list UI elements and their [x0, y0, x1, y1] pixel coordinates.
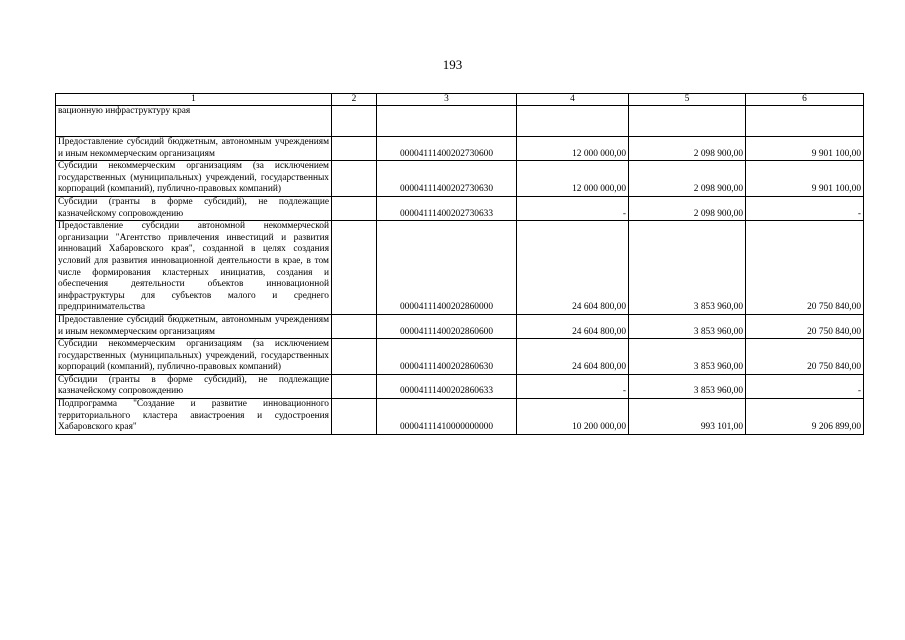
row-value-4: 24 604 800,00 [517, 339, 629, 375]
row-name: Подпрограмма "Создание и развитие инновационного территориального кластера авиастроения и судостроения Хабаровского края" [56, 399, 332, 435]
row-name: вационную инфраструктуру края [56, 106, 332, 137]
row-value-5: 2 098 900,00 [629, 137, 746, 161]
row-value-6: - [746, 196, 864, 220]
row-value-4: 24 604 800,00 [517, 314, 629, 338]
row-value-6: 20 750 840,00 [746, 339, 864, 375]
row-col2 [332, 137, 377, 161]
row-code [377, 106, 517, 137]
column-header: 3 [377, 94, 517, 106]
row-col2 [332, 196, 377, 220]
row-name: Субсидии (гранты в форме субсидий), не подлежащие казначейскому сопровождению [56, 196, 332, 220]
row-col2 [332, 339, 377, 375]
row-code: 00004111400202730600 [377, 137, 517, 161]
row-value-4: 24 604 800,00 [517, 221, 629, 315]
table-row [56, 374, 864, 398]
row-name: Предоставление субсидий бюджетным, автономным учреждениям и иным некоммерческим организациям [56, 314, 332, 338]
row-code: 00004111400202730633 [377, 196, 517, 220]
row-value-5: 3 853 960,00 [629, 339, 746, 375]
row-col2 [332, 314, 377, 338]
row-col2 [332, 106, 377, 137]
row-name: Предоставление субсидий бюджетным, автономным учреждениям и иным некоммерческим организациям [56, 137, 332, 161]
column-header: 1 [56, 94, 332, 106]
row-code: 00004111400202860630 [377, 339, 517, 375]
table-row [56, 106, 864, 137]
row-name: Предоставление субсидии автономной некоммерческой организации "Агентство привлечения инвестиций и развития инноваций Хабаровского края", созданной в целях создания условий для развития инновационной деятельности в крае, в том числе формирования кластерных инициатив, создания и обеспечения деятельности объектов инновационной инфраструктуры для субъектов малого и среднего предпринимательства [56, 221, 332, 315]
row-value-5: 3 853 960,00 [629, 374, 746, 398]
row-col2 [332, 221, 377, 315]
table-row [56, 314, 864, 338]
row-value-4: 12 000 000,00 [517, 161, 629, 197]
row-value-4: - [517, 196, 629, 220]
table-header-row [56, 94, 864, 106]
table-row [56, 399, 864, 435]
row-code: 00004111400202860633 [377, 374, 517, 398]
row-value-4: - [517, 374, 629, 398]
row-col2 [332, 399, 377, 435]
row-code: 00004111400202730630 [377, 161, 517, 197]
column-header: 4 [517, 94, 629, 106]
row-col2 [332, 161, 377, 197]
row-value-4 [517, 106, 629, 137]
row-value-6: - [746, 374, 864, 398]
row-code: 00004111410000000000 [377, 399, 517, 435]
row-value-5: 993 101,00 [629, 399, 746, 435]
row-value-5: 2 098 900,00 [629, 161, 746, 197]
column-header: 2 [332, 94, 377, 106]
column-header: 6 [746, 94, 864, 106]
row-value-6: 9 901 100,00 [746, 137, 864, 161]
budget-table [55, 93, 864, 435]
table-row [56, 161, 864, 197]
table-row [56, 196, 864, 220]
table-row [56, 221, 864, 315]
row-value-6: 9 206 899,00 [746, 399, 864, 435]
row-value-4: 10 200 000,00 [517, 399, 629, 435]
row-value-5: 3 853 960,00 [629, 314, 746, 338]
row-code: 00004111400202860000 [377, 221, 517, 315]
page-number: 193 [442, 57, 463, 72]
row-value-5: 3 853 960,00 [629, 221, 746, 315]
row-value-6: 9 901 100,00 [746, 161, 864, 197]
row-name: Субсидии (гранты в форме субсидий), не подлежащие казначейскому сопровождению [56, 374, 332, 398]
row-value-6: 20 750 840,00 [746, 221, 864, 315]
table-row [56, 339, 864, 375]
row-code: 00004111400202860600 [377, 314, 517, 338]
row-col2 [332, 374, 377, 398]
column-header: 5 [629, 94, 746, 106]
row-value-6: 20 750 840,00 [746, 314, 864, 338]
row-value-6 [746, 106, 864, 137]
row-name: Субсидии некоммерческим организациям (за исключением государственных (муниципальных) учреждений, государственных корпораций (компаний), публично-правовых компаний) [56, 161, 332, 197]
row-name: Субсидии некоммерческим организациям (за исключением государственных (муниципальных) учреждений, государственных корпораций (компаний), публично-правовых компаний) [56, 339, 332, 375]
row-value-5 [629, 106, 746, 137]
table-row [56, 137, 864, 161]
row-value-4: 12 000 000,00 [517, 137, 629, 161]
row-value-5: 2 098 900,00 [629, 196, 746, 220]
